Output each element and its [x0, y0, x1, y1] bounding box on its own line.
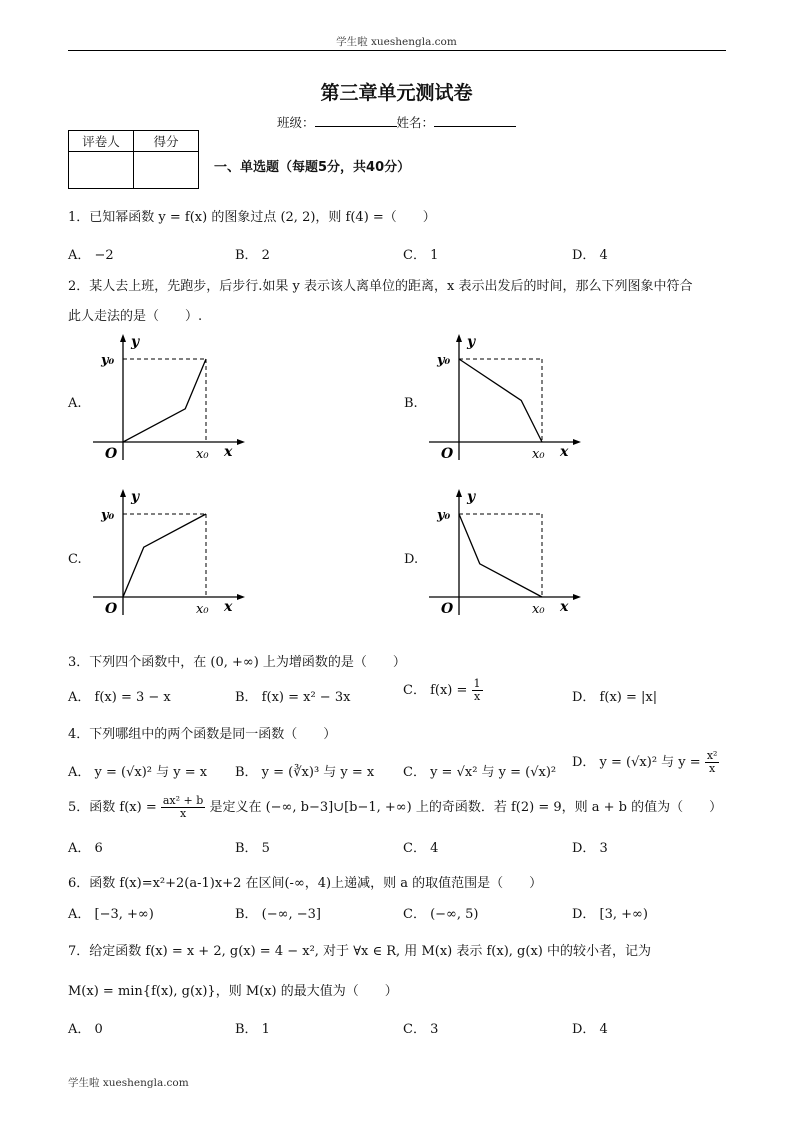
q6-option-a[interactable]: A． [−3, +∞)	[68, 907, 154, 922]
distance-curve	[123, 514, 206, 597]
q3-stem: 3．下列四个函数中，在 (0, +∞) 上为增函数的是（ ）	[68, 655, 406, 670]
q2-stem-line1: 2．某人去上班，先跑步，后步行.如果 y 表示该人离单位的距离，x 表示出发后的时间，那么下列图象中符合	[68, 279, 693, 294]
class-label: 班级：	[276, 115, 315, 130]
q6-stem: 6．函数 f(x)=x²+2(a-1)x+2 在区间(-∞，4)上递减，则 a 的取值范围是（ ）	[68, 876, 543, 891]
q5-option-d[interactable]: D． 3	[572, 841, 608, 856]
grader-cell[interactable]	[69, 152, 134, 189]
q4-d-num: x²	[706, 749, 718, 762]
y0-label: y₀	[437, 508, 451, 523]
q4-d-prefix: D． y = (√x)² 与 y =	[572, 755, 701, 770]
section-heading: 一、单选题（每题5分，共40分）	[214, 160, 411, 175]
graph-b	[426, 330, 586, 465]
q5-stem	[68, 795, 722, 820]
graph-d	[426, 485, 586, 620]
page-header: 学生啦 xueshengla.com	[336, 36, 457, 48]
grader-header: 评卷人	[69, 131, 134, 152]
q2-stem-line2: 此人走法的是（ ）.	[68, 309, 203, 324]
q7-stem-line1: 7．给定函数 f(x) = x + 2, g(x) = 4 − x², 对于 ∀x ∈ R, 用 M(x) 表示 f(x), g(x) 中的较小者，记为	[68, 944, 651, 959]
q3-c-den: x	[473, 690, 481, 703]
q3-c-num: 1	[473, 677, 481, 690]
q1-option-c[interactable]: C． 1	[403, 248, 439, 263]
q3-option-d[interactable]: D． f(x) = |x|	[572, 690, 658, 705]
x-axis-arrow	[573, 439, 581, 445]
y-axis-arrow	[120, 334, 126, 342]
x0-label: x₀	[196, 447, 209, 462]
y-axis-label: y	[131, 334, 140, 350]
y0-label: y₀	[437, 353, 451, 368]
page-footer: 学生啦 xueshengla.com	[68, 1077, 189, 1089]
q5-option-c[interactable]: C． 4	[403, 841, 439, 856]
q1-option-d[interactable]: D． 4	[572, 248, 608, 263]
q4-d-den: x	[709, 762, 716, 775]
q3-option-b[interactable]: B． f(x) = x² − 3x	[235, 690, 351, 705]
q7-stem-line2: M(x) = min{f(x), g(x)}，则 M(x) 的最大值为（ ）	[68, 984, 398, 999]
q2-option-c[interactable]: C.	[68, 552, 82, 567]
q2-option-b[interactable]: B.	[404, 396, 418, 411]
distance-curve	[459, 359, 542, 442]
distance-curve	[123, 359, 206, 442]
name-label: 姓名：	[396, 115, 435, 130]
name-blank[interactable]	[434, 114, 516, 127]
q5-den: x	[179, 807, 187, 820]
q5-option-b[interactable]: B． 5	[235, 841, 270, 856]
x0-label: x₀	[532, 602, 545, 617]
x0-label: x₀	[196, 602, 209, 617]
q4-option-d[interactable]	[572, 750, 719, 775]
score-header: 得分	[134, 131, 199, 152]
page-title: 第三章单元测试卷	[320, 82, 473, 104]
q1-option-b[interactable]: B． 2	[235, 248, 270, 263]
q5-stem-suffix: 是定义在 (−∞, b−3]∪[b−1, +∞) 上的奇函数．若 f(2) = 9，则 a + b 的值为（ ）	[209, 800, 723, 815]
q7-option-a[interactable]: A． 0	[68, 1022, 103, 1037]
q5-option-a[interactable]: A． 6	[68, 841, 103, 856]
graph-a	[90, 330, 250, 465]
x0-label: x₀	[532, 447, 545, 462]
y0-label: y₀	[101, 508, 115, 523]
y-axis-arrow	[456, 489, 462, 497]
q5-stem-prefix: 5．函数 f(x) =	[68, 800, 157, 815]
x-axis-label: x	[224, 599, 233, 615]
x-axis-label: x	[560, 444, 569, 460]
origin-label: O	[105, 601, 118, 617]
q3-option-c[interactable]	[403, 678, 483, 703]
q2-option-a[interactable]: A.	[68, 396, 82, 411]
q4-option-b[interactable]: B． y = (∛x)³ 与 y = x	[235, 765, 375, 780]
class-blank[interactable]	[315, 114, 397, 127]
q4-stem: 4．下列哪组中的两个函数是同一函数（ ）	[68, 727, 337, 742]
q5-num: ax² + b	[162, 794, 204, 807]
q6-option-c[interactable]: C． (−∞, 5)	[403, 907, 479, 922]
y-axis-arrow	[120, 489, 126, 497]
y0-label: y₀	[101, 353, 115, 368]
q6-option-b[interactable]: B． (−∞, −3]	[235, 907, 321, 922]
q1-option-a[interactable]: A． −2	[68, 248, 114, 263]
q4-option-c[interactable]: C． y = √x² 与 y = (√x)²	[403, 765, 557, 780]
origin-label: O	[441, 446, 454, 462]
y-axis-arrow	[456, 334, 462, 342]
score-cell[interactable]	[134, 152, 199, 189]
q2-option-d[interactable]: D.	[404, 552, 419, 567]
x-axis-arrow	[237, 594, 245, 600]
q7-option-c[interactable]: C． 3	[403, 1022, 439, 1037]
score-table	[68, 130, 199, 189]
q1-stem: 1．已知幂函数 y = f(x) 的图象过点 (2, 2)，则 f(4) =（ ）	[68, 210, 436, 225]
y-axis-label: y	[467, 489, 476, 505]
q3-c-prefix: C． f(x) =	[403, 683, 468, 698]
x-axis-arrow	[573, 594, 581, 600]
origin-label: O	[105, 446, 118, 462]
q6-option-d[interactable]: D． [3, +∞)	[572, 907, 648, 922]
distance-curve	[459, 514, 542, 597]
q5-fraction	[161, 795, 205, 820]
q3-option-a[interactable]: A． f(x) = 3 − x	[68, 690, 171, 705]
y-axis-label: y	[467, 334, 476, 350]
class-name-line	[0, 113, 793, 131]
q7-option-d[interactable]: D． 4	[572, 1022, 608, 1037]
q4-d-fraction	[705, 750, 720, 775]
q4-option-a[interactable]: A． y = (√x)² 与 y = x	[68, 765, 208, 780]
y-axis-label: y	[131, 489, 140, 505]
graph-c	[90, 485, 250, 620]
x-axis-arrow	[237, 439, 245, 445]
x-axis-label: x	[224, 444, 233, 460]
header-rule	[68, 50, 726, 51]
x-axis-label: x	[560, 599, 569, 615]
origin-label: O	[441, 601, 454, 617]
q7-option-b[interactable]: B． 1	[235, 1022, 270, 1037]
q3-c-fraction	[472, 678, 483, 703]
